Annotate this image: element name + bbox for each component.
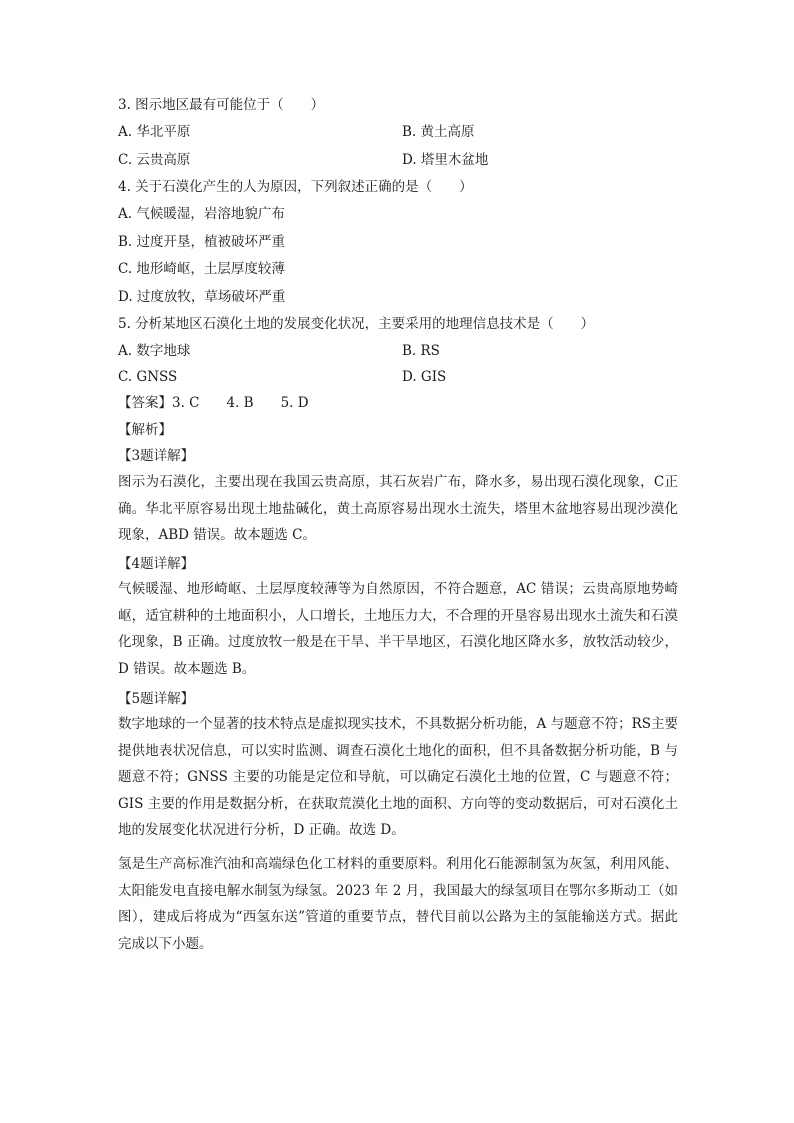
detail-3-text: 图示为石漠化，主要出现在我国云贵高原，其石灰岩广布，降水多，易出现石漠化现象，C正确。华北平原容易出现土地盐碱化，黄土高原容易出现水土流失，塔里木盆地容易出现沙漠化现象，ABD 错误。故本题选 C。 xyxy=(118,474,678,543)
q4-option-d: D. 过度放牧，草场破坏严重 xyxy=(118,289,286,305)
q5-option-a: A. 数字地球 xyxy=(118,343,191,359)
q3-option-c: C. 云贵高原 xyxy=(118,152,191,168)
analysis-heading: 【解析】 xyxy=(118,422,172,438)
passage-intro: 氢是生产高标准汽油和高端绿色化工材料的重要原料。利用化石能源制氢为灰氢，利用风能、太阳能发电直接电解水制氢为绿氢。2023 年 2 月，我国最大的绿氢项目在鄂尔多斯动工（如图），建成后将成为“西氢东送”管道的重要节点，替代目前以公路为主的氢能输送方式。据此完成以下小题。 xyxy=(118,856,678,952)
detail-5-heading: 【5题详解】 xyxy=(118,691,195,707)
q5-option-d: D. GIS xyxy=(402,369,447,385)
q3-option-d: D. 塔里木盆地 xyxy=(402,152,489,168)
question-5-stem: 5. 分析某地区石漠化土地的发展变化状况，主要采用的地理信息技术是（ ） xyxy=(118,316,595,332)
q3-option-b: B. 黄土高原 xyxy=(402,124,475,140)
q5-option-b: B. RS xyxy=(402,343,440,359)
q4-option-c: C. 地形崎岖，土层厚度较薄 xyxy=(118,261,285,277)
q4-option-a: A. 气候暖湿，岩溶地貌广布 xyxy=(118,206,285,222)
q5-option-c: C. GNSS xyxy=(118,369,178,385)
detail-3-heading: 【3题详解】 xyxy=(118,448,195,464)
detail-5-text: 数字地球的一个显著的技术特点是虚拟现实技术，不具数据分析功能，A 与题意不符；RS主要提供地表状况信息，可以实时监测、调查石漠化土地化的面积，但不具备数据分析功能，B 与题意不符；GNSS 主要的功能是定位和导航，可以确定石漠化土地的位置，C 与题意不符；GIS 主要的作用是数据分析，在获取荒漠化土地的面积、方向等的变动数据后，可对石漠化土地的发展变化状况进行分析，D 正确。故选 D。 xyxy=(118,716,678,838)
q3-option-a: A. 华北平原 xyxy=(118,124,191,140)
question-3-stem: 3. 图示地区最有可能位于（ ） xyxy=(118,97,325,113)
answer-line: 【答案】3. C 4. B 5. D xyxy=(118,395,309,411)
question-4-stem: 4. 关于石漠化产生的人为原因，下列叙述正确的是（ ） xyxy=(118,179,473,195)
q4-option-b: B. 过度开垦，植被破坏严重 xyxy=(118,234,286,250)
detail-4-heading: 【4题详解】 xyxy=(118,556,195,572)
detail-4-text: 气候暖湿、地形崎岖、土层厚度较薄等为自然原因，不符合题意，AC 错误；云贵高原地势崎岖，适宜耕种的土地面积小，人口增长，土地压力大，不合理的开垦容易出现水土流失和石漠化现象，B 正确。过度放牧一般是在干旱、半干旱地区，石漠化地区降水多，放牧活动较少，D 错误。故本题选 B。 xyxy=(118,581,678,677)
